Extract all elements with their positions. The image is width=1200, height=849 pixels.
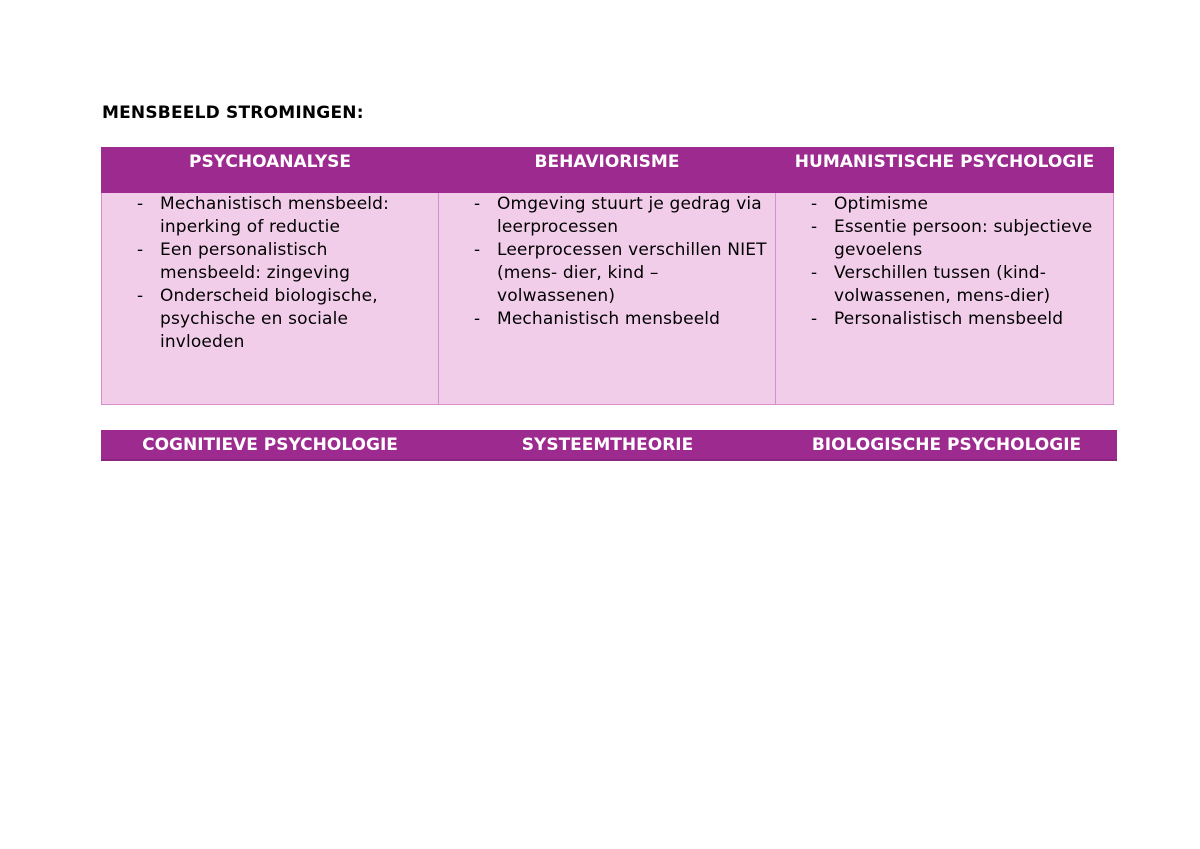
header-psychoanalyse: PSYCHOANALYSE (102, 148, 439, 193)
header-behaviorisme: BEHAVIORISME (439, 148, 776, 193)
list-item: - Mechanistisch mensbeeld: inperking of reductie (102, 193, 432, 239)
header-biologische-psychologie: BIOLOGISCHE PSYCHOLOGIE (777, 431, 1117, 460)
table-body-row (102, 193, 1114, 405)
cell-humanistische-psychologie (776, 193, 1114, 405)
cell-behaviorisme (439, 193, 776, 405)
psychoanalyse-list (102, 193, 438, 354)
header-humanistische-psychologie: HUMANISTISCHE PSYCHOLOGIE (776, 148, 1114, 193)
list-item: - Omgeving stuurt je gedrag via leerprocessen (439, 193, 769, 239)
list-item: - Optimisme (776, 193, 1107, 216)
table-header-row (102, 431, 1117, 460)
stromingen-table-1 (101, 147, 1114, 405)
humanistische-psychologie-list (776, 193, 1113, 331)
list-item: - Leerprocessen verschillen NIET (mens- dier, kind – volwassenen) (439, 239, 769, 308)
list-item: - Essentie persoon: subjectieve gevoelens (776, 216, 1107, 262)
behaviorisme-list (439, 193, 775, 331)
page-title: MENSBEELD STROMINGEN: (102, 103, 364, 123)
list-item: - Personalistisch mensbeeld (776, 308, 1107, 331)
list-item: - Verschillen tussen (kind-volwassenen, mens-dier) (776, 262, 1107, 308)
stromingen-table-2 (101, 430, 1117, 461)
cell-psychoanalyse (102, 193, 439, 405)
header-systeemtheorie: SYSTEEMTHEORIE (439, 431, 777, 460)
table-header-row (102, 148, 1114, 193)
list-item: - Onderscheid biologische, psychische en sociale invloeden (102, 285, 432, 354)
list-item: - Een personalistisch mensbeeld: zingeving (102, 239, 432, 285)
header-cognitieve-psychologie: COGNITIEVE PSYCHOLOGIE (102, 431, 439, 460)
list-item: - Mechanistisch mensbeeld (439, 308, 769, 331)
